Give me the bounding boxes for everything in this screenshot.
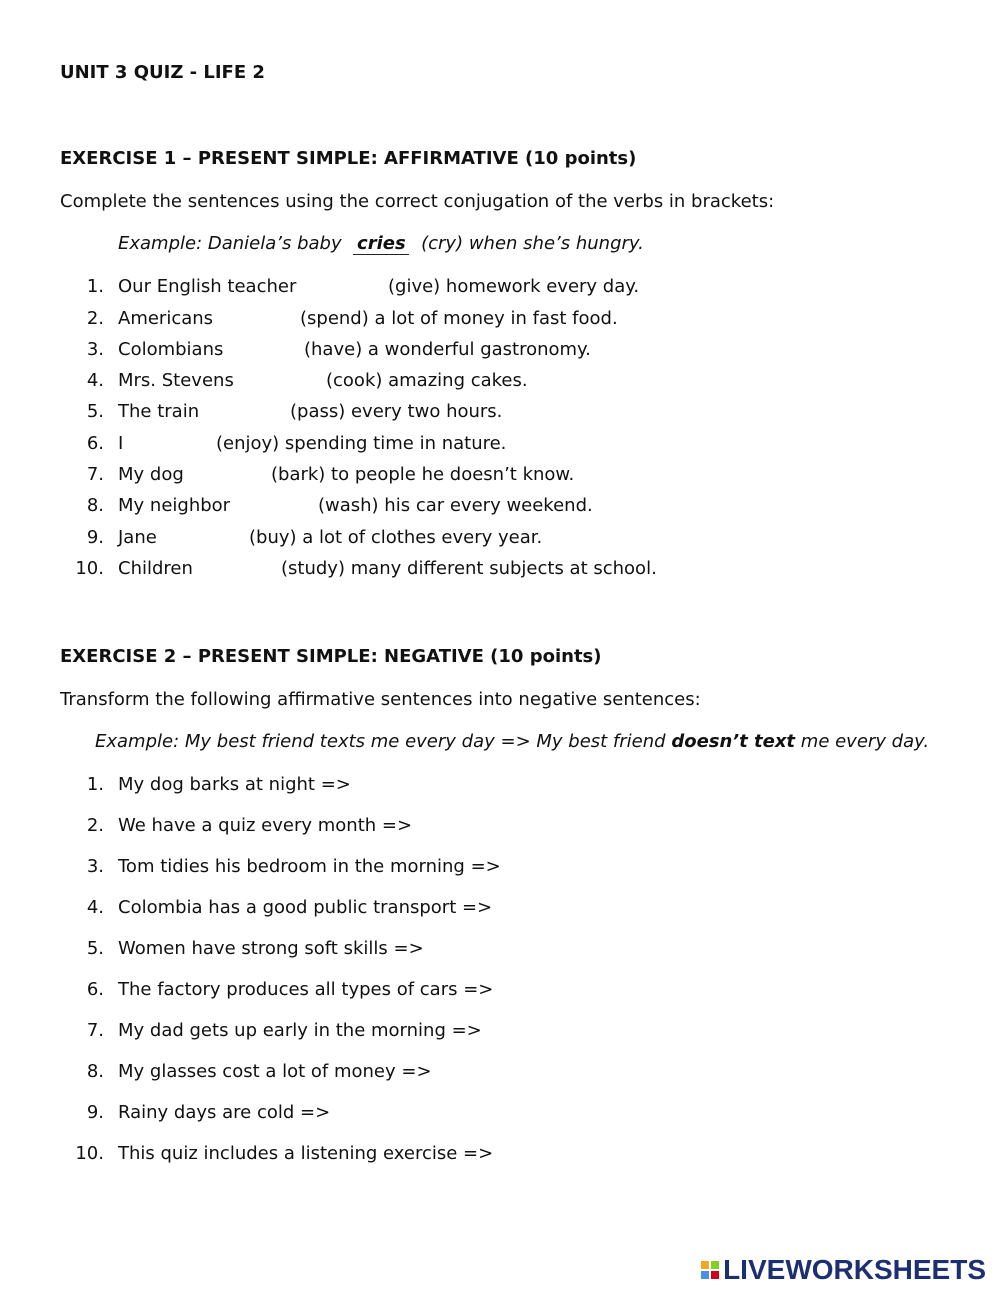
- item-number: 8.: [86, 1061, 104, 1082]
- item-number: 1.: [86, 276, 104, 297]
- exercise-2-instruction: Transform the following affirmative sentences into negative sentences:: [60, 689, 701, 710]
- item-sentence: We have a quiz every month =>: [118, 815, 413, 836]
- item-verb-and-rest: (pass) every two hours.: [290, 401, 503, 422]
- item-subject: Americans: [118, 308, 214, 329]
- exercise-1-item: [66, 339, 591, 360]
- item-verb-and-rest: (enjoy) spending time in nature.: [216, 433, 507, 454]
- answer-blank[interactable]: [318, 276, 378, 296]
- exercise-2-item: [66, 897, 493, 918]
- item-number: 2.: [86, 308, 104, 329]
- item-number: 9.: [86, 527, 104, 548]
- quiz-title: UNIT 3 QUIZ - LIFE 2: [60, 62, 265, 83]
- answer-blank[interactable]: [230, 308, 290, 328]
- logo-icon: [701, 1261, 719, 1279]
- item-sentence: Colombia has a good public transport =>: [118, 897, 493, 918]
- item-sentence: Rainy days are cold =>: [118, 1102, 331, 1123]
- item-sentence: The factory produces all types of cars =>: [118, 979, 494, 1000]
- item-subject: Children: [118, 558, 193, 579]
- item-sentence: This quiz includes a listening exercise =>: [118, 1143, 494, 1164]
- item-verb-and-rest: (wash) his car every weekend.: [318, 495, 593, 516]
- answer-blank[interactable]: [248, 495, 308, 515]
- exercise-1-item: [66, 495, 593, 516]
- item-subject: Jane: [118, 527, 157, 548]
- exercise-1-item: [66, 464, 575, 485]
- item-sentence: My dad gets up early in the morning =>: [118, 1020, 482, 1041]
- item-verb-and-rest: (have) a wonderful gastronomy.: [304, 339, 591, 360]
- item-number: 5.: [86, 401, 104, 422]
- item-subject: I: [118, 433, 124, 454]
- item-subject: My dog: [118, 464, 184, 485]
- item-number: 4.: [86, 370, 104, 391]
- example-suffix: me every day.: [800, 731, 930, 752]
- answer-blank[interactable]: [179, 527, 239, 547]
- item-number: 6.: [86, 433, 104, 454]
- item-number: 7.: [86, 464, 104, 485]
- exercise-2-item: [66, 774, 351, 795]
- answer-blank[interactable]: [211, 558, 271, 578]
- item-number: 4.: [86, 897, 104, 918]
- logo-text: LIVEWORKSHEETS: [723, 1254, 986, 1285]
- exercise-1-item: [66, 401, 503, 422]
- item-number: 8.: [86, 495, 104, 516]
- exercise-2-item: [66, 815, 413, 836]
- item-subject: My neighbor: [118, 495, 231, 516]
- item-verb-and-rest: (spend) a lot of money in fast food.: [300, 308, 618, 329]
- item-number: 7.: [86, 1020, 104, 1041]
- exercise-2-item: [66, 1143, 494, 1164]
- exercise-1-item: [66, 527, 543, 548]
- item-sentence: Tom tidies his bedroom in the morning =>: [118, 856, 501, 877]
- example-answer: cries: [353, 233, 409, 255]
- exercise-1-item: [66, 558, 657, 579]
- item-number: 3.: [86, 856, 104, 877]
- item-sentence: My dog barks at night =>: [118, 774, 351, 795]
- liveworksheets-logo: [701, 1254, 986, 1286]
- example-prefix: Example: My best friend texts me every day => My best friend: [95, 731, 666, 752]
- example-prefix: Example: Daniela’s baby: [118, 233, 342, 254]
- item-number: 6.: [86, 979, 104, 1000]
- item-subject: Mrs. Stevens: [118, 370, 234, 391]
- exercise-1-item: [66, 433, 507, 454]
- exercise-2-heading: EXERCISE 2 – PRESENT SIMPLE: NEGATIVE (10 points): [60, 646, 602, 667]
- item-verb-and-rest: (study) many different subjects at school.: [281, 558, 657, 579]
- item-verb-and-rest: (bark) to people he doesn’t know.: [271, 464, 575, 485]
- item-subject: Our English teacher: [118, 276, 297, 297]
- exercise-1-item: [66, 276, 640, 297]
- item-sentence: Women have strong soft skills =>: [118, 938, 424, 959]
- exercise-2-item: [66, 1102, 331, 1123]
- item-number: 10.: [75, 1143, 104, 1164]
- exercise-2-item: [66, 979, 494, 1000]
- item-verb-and-rest: (give) homework every day.: [388, 276, 640, 297]
- item-number: 1.: [86, 774, 104, 795]
- item-number: 2.: [86, 815, 104, 836]
- item-sentence: My glasses cost a lot of money =>: [118, 1061, 432, 1082]
- item-number: 9.: [86, 1102, 104, 1123]
- exercise-1-heading: EXERCISE 1 – PRESENT SIMPLE: AFFIRMATIVE (10 points): [60, 148, 637, 169]
- item-verb-and-rest: (cook) amazing cakes.: [326, 370, 528, 391]
- answer-blank[interactable]: [234, 339, 294, 359]
- item-number: 10.: [75, 558, 104, 579]
- exercise-2-item: [66, 856, 501, 877]
- exercise-2-item: [66, 1020, 482, 1041]
- item-verb-and-rest: (buy) a lot of clothes every year.: [249, 527, 543, 548]
- exercise-2-example: [95, 731, 929, 752]
- answer-blank[interactable]: [146, 433, 206, 453]
- example-suffix: (cry) when she’s hungry.: [421, 233, 644, 254]
- exercise-1-example: [118, 233, 644, 255]
- item-number: 5.: [86, 938, 104, 959]
- item-subject: The train: [118, 401, 200, 422]
- answer-blank[interactable]: [201, 464, 261, 484]
- exercise-1-item: [66, 308, 618, 329]
- item-subject: Colombians: [118, 339, 224, 360]
- example-answer: doesn’t text: [671, 731, 796, 752]
- exercise-2-item: [66, 1061, 432, 1082]
- exercise-1-instruction: Complete the sentences using the correct conjugation of the verbs in brackets:: [60, 191, 775, 212]
- answer-blank[interactable]: [220, 401, 280, 421]
- exercise-2-item: [66, 938, 424, 959]
- answer-blank[interactable]: [256, 370, 316, 390]
- exercise-1-item: [66, 370, 528, 391]
- item-number: 3.: [86, 339, 104, 360]
